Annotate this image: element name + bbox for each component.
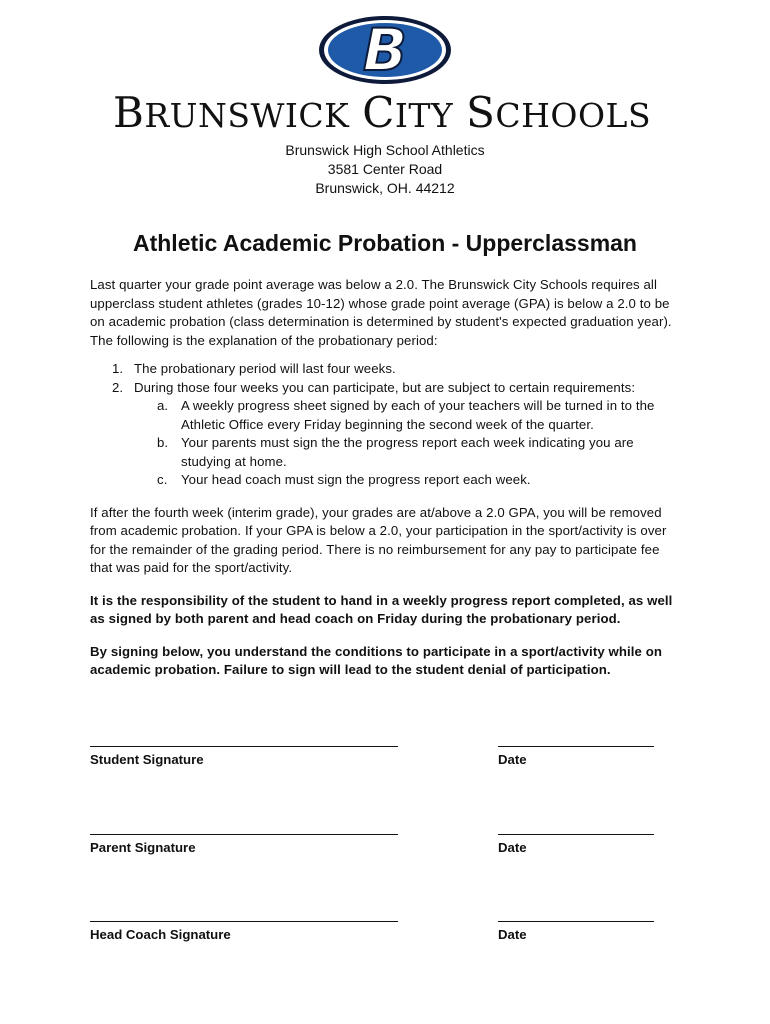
school-address — [0, 141, 770, 198]
interim-grade-paragraph: If after the fourth week (interim grade), your grades are at/above a 2.0 GPA, you will be removed from academic probation. If your GPA is below a 2.0, your participation in the sport/activity is over for the remainder of the grading period. There is no reimbursement for any pay to participate fee that was paid for the sport/activity. — [90, 504, 667, 575]
district-name-word1-cap: B — [112, 88, 145, 137]
list-number: 1. — [112, 361, 124, 376]
document-title: Athletic Academic Probation - Upperclassman — [132, 230, 637, 256]
parent-signature-line[interactable] — [90, 834, 398, 835]
student-date-line[interactable] — [498, 746, 654, 747]
address-line-street: 3581 Center Road — [327, 161, 443, 177]
sublist-text: Your head coach must sign the progress report each week. — [181, 472, 531, 487]
head-coach-date-line[interactable] — [498, 921, 654, 922]
logo-letter: B — [362, 16, 408, 84]
list-number: 2. — [112, 379, 124, 395]
district-logo-icon — [317, 14, 453, 86]
student-signature-label: Student Signature — [90, 752, 204, 767]
list-text: During those four weeks you can participate, but are subject to certain requirements: — [134, 379, 636, 395]
parent-date-label: Date — [498, 840, 527, 855]
student-signature-line[interactable] — [90, 746, 398, 747]
address-line-city: Brunswick, OH. 44212 — [315, 180, 455, 196]
head-coach-signature-line[interactable] — [90, 921, 398, 922]
district-name-word3-cap: S — [466, 88, 496, 137]
district-name — [80, 88, 684, 137]
district-name-word1-rest: RUNSWICK — [144, 96, 350, 135]
list-item — [90, 379, 680, 490]
list-item — [90, 360, 680, 379]
parent-date-line[interactable] — [498, 834, 654, 835]
signing-conditions-paragraph: By signing below, you understand the conditions to participate in a sport/activity while on academic probation. Failure to sign will lead to the student denial of participation. — [90, 643, 663, 677]
logo — [0, 14, 770, 91]
sublist-item — [134, 397, 680, 434]
intro-paragraph: Last quarter your grade point average was below a 2.0. The Brunswick City Schools requires all upperclass student athletes (grades 10-12) whose grade point average (GPA) is below a 2.0 to be on academic probation (class determination is determined by student's expected graduation year). The following is the explanation of the probationary period: — [90, 277, 672, 348]
address-line-school: Brunswick High School Athletics — [285, 142, 485, 158]
sublist-letter: b. — [157, 435, 169, 450]
list-text: The probationary period will last four weeks. — [134, 361, 396, 376]
sublist-text: Your parents must sign the the progress report each week indicating you are studying at home. — [181, 435, 634, 469]
document-body — [90, 276, 680, 680]
sublist-letter: c. — [157, 472, 168, 487]
student-date-label: Date — [498, 752, 527, 767]
sublist-item — [134, 471, 680, 490]
requirements-sublist — [134, 397, 680, 490]
responsibility-paragraph: It is the responsibility of the student to hand in a weekly progress report completed, as well as signed by both parent and head coach on Friday during the probationary period. — [90, 592, 673, 626]
sublist-text: A weekly progress sheet signed by each of your teachers will be turned in to the Athletic Office every Friday beginning the second week of the quarter. — [181, 398, 655, 432]
district-name-word2-rest: ITY — [394, 96, 454, 135]
probation-list — [90, 360, 680, 490]
head-coach-signature-label: Head Coach Signature — [90, 927, 231, 942]
sublist-item — [134, 434, 680, 471]
district-name-word3-rest: CHOOLS — [495, 96, 652, 135]
sublist-letter: a. — [157, 398, 169, 413]
parent-signature-label: Parent Signature — [90, 840, 196, 855]
head-coach-date-label: Date — [498, 927, 527, 942]
district-name-word2-cap: C — [362, 88, 395, 137]
